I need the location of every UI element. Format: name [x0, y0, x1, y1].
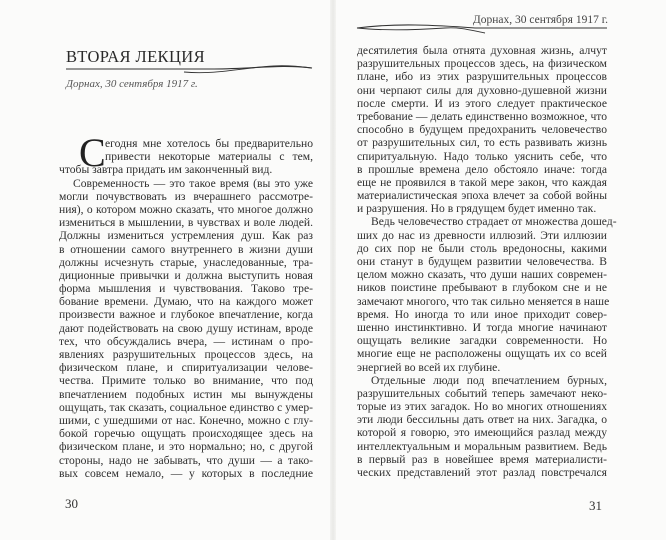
text-line: энергией во всей их глубине.	[357, 360, 501, 374]
chapter-title: ВТОРАЯ ЛЕКЦИЯ	[66, 47, 205, 66]
text-line: егодня мне хотелось бы предварительно	[105, 137, 313, 150]
text-line: интеллектуальным и моральным развитием. Ведь	[357, 439, 607, 453]
text-line: чтобы завтра придать им законченный вид.	[59, 163, 273, 177]
running-head: Дорнах, 30 сентября 1917 г.	[472, 14, 608, 26]
text-line: от разрушительных сил, то есть развивать жизнь	[357, 136, 607, 150]
text-line: произвести важное и глубокое впечатление, когда	[59, 308, 313, 322]
text-line: ощущать великие загадки современности. Но	[357, 334, 607, 348]
text-line: форма мышления и чувствования. Таково тре-	[59, 282, 313, 296]
text-line: должны исчезнуть старые, унаследованные, тра-	[59, 255, 313, 269]
text-line: в первый раз в новейшее время материалисти-	[357, 452, 607, 466]
text-line: они станут в будущем развитии человечества. В	[357, 255, 607, 268]
text-line: материалистическая эпоха влечет за собой войны	[357, 189, 607, 203]
text-line: разрушительных событий теперь замечают неко-	[357, 386, 607, 400]
text-line: Ведь человечество страдает от множества дошед-	[371, 215, 617, 229]
text-line: десятилетия была отнята духовная жизнь, алчут	[357, 44, 607, 57]
text-line: шенно инстинктивно. И тогда многие начинают	[357, 320, 607, 334]
text-line: чества. Примите только во внимание, что под	[59, 374, 313, 388]
text-line: они черпают силы для духовно-душевной жизни	[357, 83, 607, 97]
text-line: до сих пор не были столь вредоносны, какими	[357, 241, 607, 255]
right-page	[333, 0, 666, 540]
lecture-date: Дорнах, 30 сентября 1917 г.	[66, 78, 198, 90]
text-line: разрушительных процессов здесь, на физическом	[357, 57, 607, 71]
left-body-text	[59, 130, 313, 480]
text-line: торые из этих загадок. Но во многих отношениях	[357, 400, 607, 414]
text-line: шими, с ушедшими от нас. Конечно, можно с глу-	[59, 413, 313, 427]
text-line: способно в будущем предохранить человечество	[357, 123, 607, 137]
text-line: после смерти. И из этого следует практическое	[357, 96, 607, 110]
text-line: стороны, надо не забывать, что души — а тако-	[59, 453, 313, 467]
text-line: целом можно сказать, что души наших современ-	[357, 268, 607, 282]
text-line: явлениях разрушительных процессов здесь, на	[59, 348, 313, 361]
right-body-text	[357, 44, 617, 479]
text-line: которой я говорю, это имеющийся разлад между	[357, 426, 607, 440]
running-head-rule-swash	[355, 22, 609, 36]
text-line: дают подействовать на свою душу истинам, вроде	[59, 321, 313, 335]
text-line: замечают многого, что так сильно меняется в наше	[357, 294, 610, 308]
text-line: могли почувствовать из вчерашнего рассмотре-	[59, 189, 313, 203]
text-line: впечатлением подобных истин мы вынуждены	[59, 387, 313, 401]
text-line: вых совсем немало, — у которых в последние	[59, 466, 313, 480]
text-line: спиритуальную. Надо только уяснить себе, что	[357, 149, 607, 163]
text-line: и разрушения. Но в грядущем будет именно так.	[357, 202, 597, 216]
text-line: ощущать, так сказать, социальное единство с умер-	[59, 400, 313, 414]
text-line: Должны измениться устремления душ. Как раз	[59, 229, 313, 243]
title-rule-swash	[64, 62, 316, 78]
page-number: 30	[65, 496, 78, 511]
text-line: измениться в мышлении, в чувствах и воле людей.	[59, 216, 313, 230]
page-number: 31	[589, 498, 602, 513]
text-line: ших до нас из древности иллюзий. Эти иллюзии	[357, 228, 607, 242]
text-line: тех, что обсуждались вчера, — истинам о про-	[59, 334, 313, 348]
text-line: ния), о котором можно сказать, что многое должно	[59, 202, 313, 216]
text-line: требование — делать единственно возможное, что	[357, 109, 607, 123]
text-line: эти люди бессильны дать ответ на них. Загадка, о	[357, 413, 607, 427]
text-line: ческих представлений этот разлад повстречался	[357, 466, 607, 479]
text-line: плане, ибо из этих разрушительных процессов	[357, 70, 607, 84]
text-line: в отношении самого внутреннего в жизни души	[59, 242, 313, 256]
text-line: многие еще не расположены ощущать их со всей	[357, 347, 607, 361]
text-line: Отдельные люди под впечатлением бурных,	[371, 373, 607, 387]
drop-cap: С	[79, 130, 106, 175]
text-line: диционные привычки и должна выступить новая	[59, 268, 313, 282]
text-line: ников поистине пребывают в глубоком сне и не	[357, 281, 607, 295]
text-line: еще не проявился в такой мере закон, что каждая	[357, 175, 607, 189]
text-line: Современность — это такое время (вы это уже	[73, 176, 313, 190]
text-line: физическом плане, и это нормально; но, с другой	[59, 440, 313, 454]
text-line: бование времени. Думаю, что на каждого может	[59, 295, 313, 309]
text-line: бокой горечью ощущать происходящее здесь на	[59, 427, 313, 441]
text-line: время. Но иногда то или иное приходит совер-	[357, 307, 607, 321]
text-line: в прошлые времена дело обстояло иначе: тогда	[357, 162, 607, 176]
text-line: физическом плане, и спиритуализации челове-	[59, 361, 313, 375]
text-line: привести некоторые материалы с тем,	[105, 150, 313, 164]
